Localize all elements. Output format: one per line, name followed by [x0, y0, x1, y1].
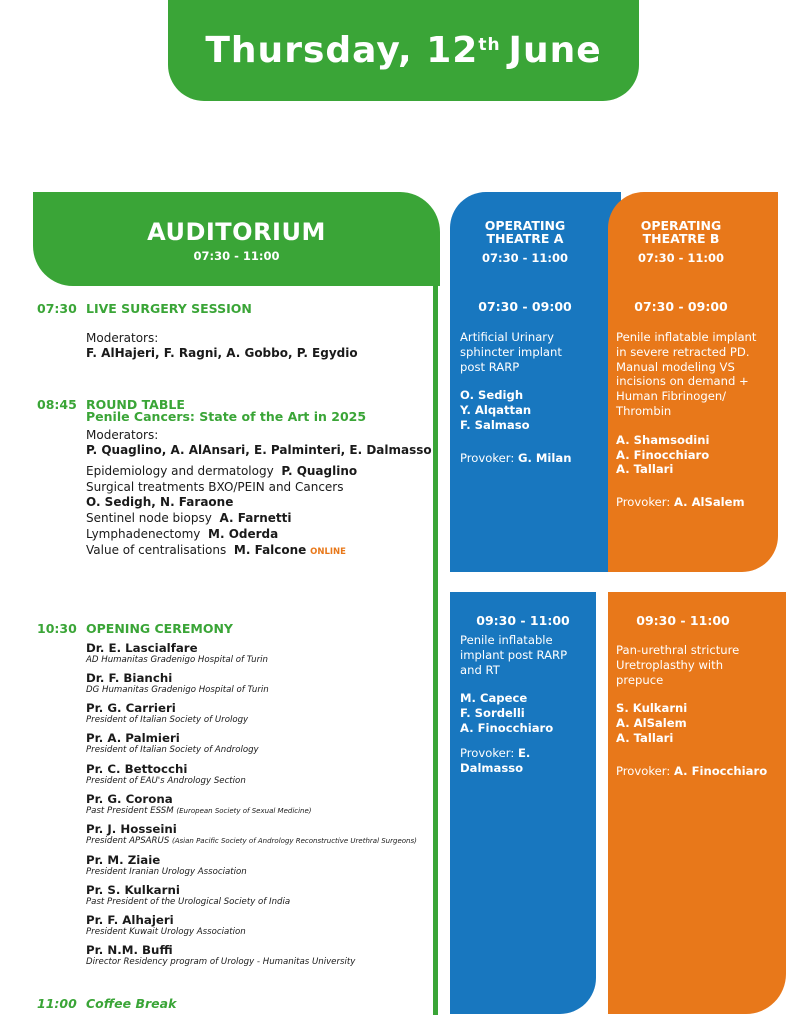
speaker-item	[86, 671, 269, 696]
live-session-time: 07:30	[37, 301, 77, 316]
day-banner	[168, 0, 639, 101]
theatre-b-time: 07:30 - 11:00	[638, 251, 724, 265]
theatre-a-session-1-body	[460, 330, 610, 466]
speaker-role: President of Italian Society of Andrology	[86, 745, 259, 755]
speaker-role: President of Italian Society of Urology	[86, 715, 249, 725]
provoker-label: Provoker:	[460, 450, 515, 465]
session-faculty: Y. Alqattan	[460, 403, 532, 418]
auditorium-time: 07:30 - 11:00	[193, 249, 280, 263]
speaker-role: President Iranian Urology Association	[86, 867, 247, 877]
provoker-name: A. Finocchiaro	[673, 763, 768, 778]
talk-speaker: A. Farnetti	[219, 511, 292, 525]
speaker-name: Pr. S. Kulkarni	[86, 883, 180, 897]
opening-title: OPENING CEREMONY	[86, 621, 233, 636]
provoker-name: A. AlSalem	[673, 495, 745, 510]
theatre-a-session-1	[450, 300, 600, 315]
speaker-name: Pr. N.M. Buffi	[86, 943, 173, 957]
session-desc-line: Artificial Urinary	[460, 330, 554, 344]
provoker-name: G. Milan	[517, 450, 572, 465]
theatre-b-session-1	[608, 300, 754, 315]
online-badge: ONLINE	[310, 547, 346, 557]
talk-topic: Surgical treatments BXO/PEIN and Cancers	[86, 480, 344, 494]
theatre-b-cut	[778, 260, 807, 300]
speaker-item	[86, 701, 248, 726]
session-desc-line: Penile inflatable	[460, 633, 553, 647]
speaker-role: President APSARUS	[86, 836, 170, 846]
speaker-name: Pr. F. Alhajeri	[86, 913, 174, 927]
theatre-a-header	[450, 219, 600, 265]
talk-item	[86, 511, 291, 527]
speaker-name: Pr. J. Hosseini	[86, 822, 177, 836]
speaker-role: DG Humanitas Gradenigo Hospital of Turin	[86, 685, 269, 695]
speaker-role-detail: (European Society of Sexual Medicine)	[176, 807, 312, 815]
talk-speaker: M. Falcone	[233, 543, 307, 557]
theatre-a-time: 07:30 - 11:00	[482, 251, 568, 265]
theatre-b-header	[608, 219, 754, 265]
theatre-a-session-2-body	[460, 633, 596, 775]
coffee-title: Coffee Break	[86, 996, 177, 1011]
live-moderators-label: Moderators:	[86, 331, 159, 345]
theatre-b-title-1: OPERATING	[640, 218, 722, 233]
speaker-name: Pr. A. Palmieri	[86, 731, 180, 745]
session-desc-line: sphincter implant	[460, 344, 562, 359]
talk-topic: Epidemiology and dermatology	[86, 464, 274, 478]
speaker-name: Pr. C. Bettocchi	[86, 762, 188, 776]
speaker-name: Dr. F. Bianchi	[86, 671, 173, 685]
round-moderators-label: Moderators:	[86, 428, 159, 442]
session-faculty: A. AlSalem	[616, 716, 687, 731]
speaker-item	[86, 731, 259, 756]
speaker-item	[86, 792, 312, 817]
theatre-b-session-1-body	[616, 330, 766, 510]
session-faculty: F. Sordelli	[460, 706, 525, 721]
live-moderators: F. AlHajeri, F. Ragni, A. Gobbo, P. Egydio	[86, 346, 358, 360]
round-moderators: P. Quaglino, A. AlAnsari, E. Palminteri, E. Dalmasso	[86, 443, 432, 457]
speaker-item	[86, 943, 355, 968]
session-time: 09:30 - 11:00	[476, 613, 570, 628]
theatre-b-session-2-body	[616, 643, 776, 779]
session-faculty: O. Sedigh	[460, 388, 524, 403]
session-desc-line: Human Fibrinogen/	[616, 389, 727, 404]
round-table-title: ROUND TABLE	[86, 397, 185, 412]
theatre-a-title-2: THEATRE A	[486, 231, 564, 246]
session-faculty: A. Finocchiaro	[616, 447, 710, 462]
provoker-label: Provoker:	[460, 745, 515, 760]
speaker-role: Past President of the Urological Society of India	[86, 897, 291, 907]
session-desc-line: incisions on demand +	[616, 374, 749, 389]
session-desc-line: Manual modeling VS	[616, 359, 735, 374]
session-desc-line: Penile inflatable implant	[616, 330, 757, 344]
provoker-name: E. Dalmasso	[460, 745, 531, 775]
session-faculty: A. Shamsodini	[616, 432, 710, 447]
session-faculty: F. Salmaso	[460, 417, 530, 432]
live-session-title: LIVE SURGERY SESSION	[86, 301, 252, 316]
talk-item	[86, 480, 343, 496]
session-faculty: A. Tallari	[616, 730, 674, 745]
speaker-item	[86, 913, 246, 938]
session-desc-line: Pan-urethral stricture	[616, 643, 740, 657]
provoker-label: Provoker:	[616, 763, 671, 778]
talk-speaker: P. Quaglino	[281, 464, 358, 478]
session-time: 07:30 - 09:00	[478, 299, 572, 314]
session-faculty: S. Kulkarni	[616, 701, 688, 716]
session-time: 07:30 - 09:00	[634, 299, 728, 314]
theatre-b-session-2	[608, 614, 758, 629]
speaker-role: Past President ESSM	[86, 806, 174, 816]
theatre-b-title-2: THEATRE B	[642, 231, 720, 246]
session-time: 09:30 - 11:00	[636, 613, 730, 628]
talk-topic: Sentinel node biopsy	[86, 511, 212, 525]
speaker-name: Dr. E. Lascialfare	[86, 641, 198, 655]
speaker-role-detail: (Asian Pacific Society of Andrology Reconstructive Urethral Surgeons)	[172, 837, 417, 845]
provoker-label: Provoker:	[616, 495, 671, 510]
auditorium-divider	[433, 280, 438, 1015]
speaker-name: Pr. G. Corona	[86, 792, 173, 806]
speaker-role: AD Humanitas Gradenigo Hospital of Turin	[86, 655, 268, 665]
session-desc-line: post RARP	[460, 359, 520, 374]
talk-speaker: O. Sedigh, N. Faraone	[86, 495, 234, 509]
talk-item	[86, 527, 278, 543]
session-desc-line: implant post RARP	[460, 647, 568, 662]
speaker-item	[86, 853, 247, 878]
session-desc-line: Thrombin	[616, 403, 672, 418]
speaker-name: Pr. G. Carrieri	[86, 701, 176, 715]
opening-time: 10:30	[37, 621, 77, 636]
speaker-role: President Kuwait Urology Association	[86, 927, 246, 937]
month-text: June	[508, 30, 602, 71]
session-desc-line: prepuce	[616, 672, 664, 687]
theatre-a-session-2	[450, 614, 596, 629]
theatre-a-title-1: OPERATING	[484, 218, 566, 233]
talk-speaker: M. Oderda	[208, 527, 279, 541]
talk-item	[86, 543, 346, 561]
speaker-item	[86, 822, 417, 847]
speaker-name: Pr. M. Ziaie	[86, 853, 161, 867]
session-desc-line: in severe retracted PD.	[616, 344, 750, 359]
talk-topic: Value of centralisations	[86, 543, 227, 557]
session-desc-line: Uretroplasthy with	[616, 657, 724, 672]
session-faculty: M. Capece	[460, 691, 528, 706]
speaker-item	[86, 883, 290, 908]
auditorium-header	[33, 192, 440, 286]
coffee-time: 11:00	[37, 996, 77, 1011]
speaker-item	[86, 641, 268, 666]
auditorium-title: AUDITORIUM	[147, 218, 326, 246]
speaker-role: President of EAU's Andrology Section	[86, 776, 246, 786]
session-desc-line: and RT	[460, 662, 500, 677]
day-suffix: th	[478, 34, 501, 55]
speaker-role: Director Residency program of Urology - Humanitas University	[86, 957, 356, 967]
talk-item	[86, 464, 357, 480]
round-table-time: 08:45	[37, 397, 77, 412]
talk-topic: Lymphadenectomy	[86, 527, 201, 541]
day-text: Thursday, 12	[205, 30, 479, 71]
round-table-subtitle: Penile Cancers: State of the Art in 2025	[86, 409, 367, 424]
speaker-item	[86, 762, 246, 787]
session-faculty: A. Tallari	[616, 462, 674, 477]
session-faculty: A. Finocchiaro	[460, 720, 554, 735]
